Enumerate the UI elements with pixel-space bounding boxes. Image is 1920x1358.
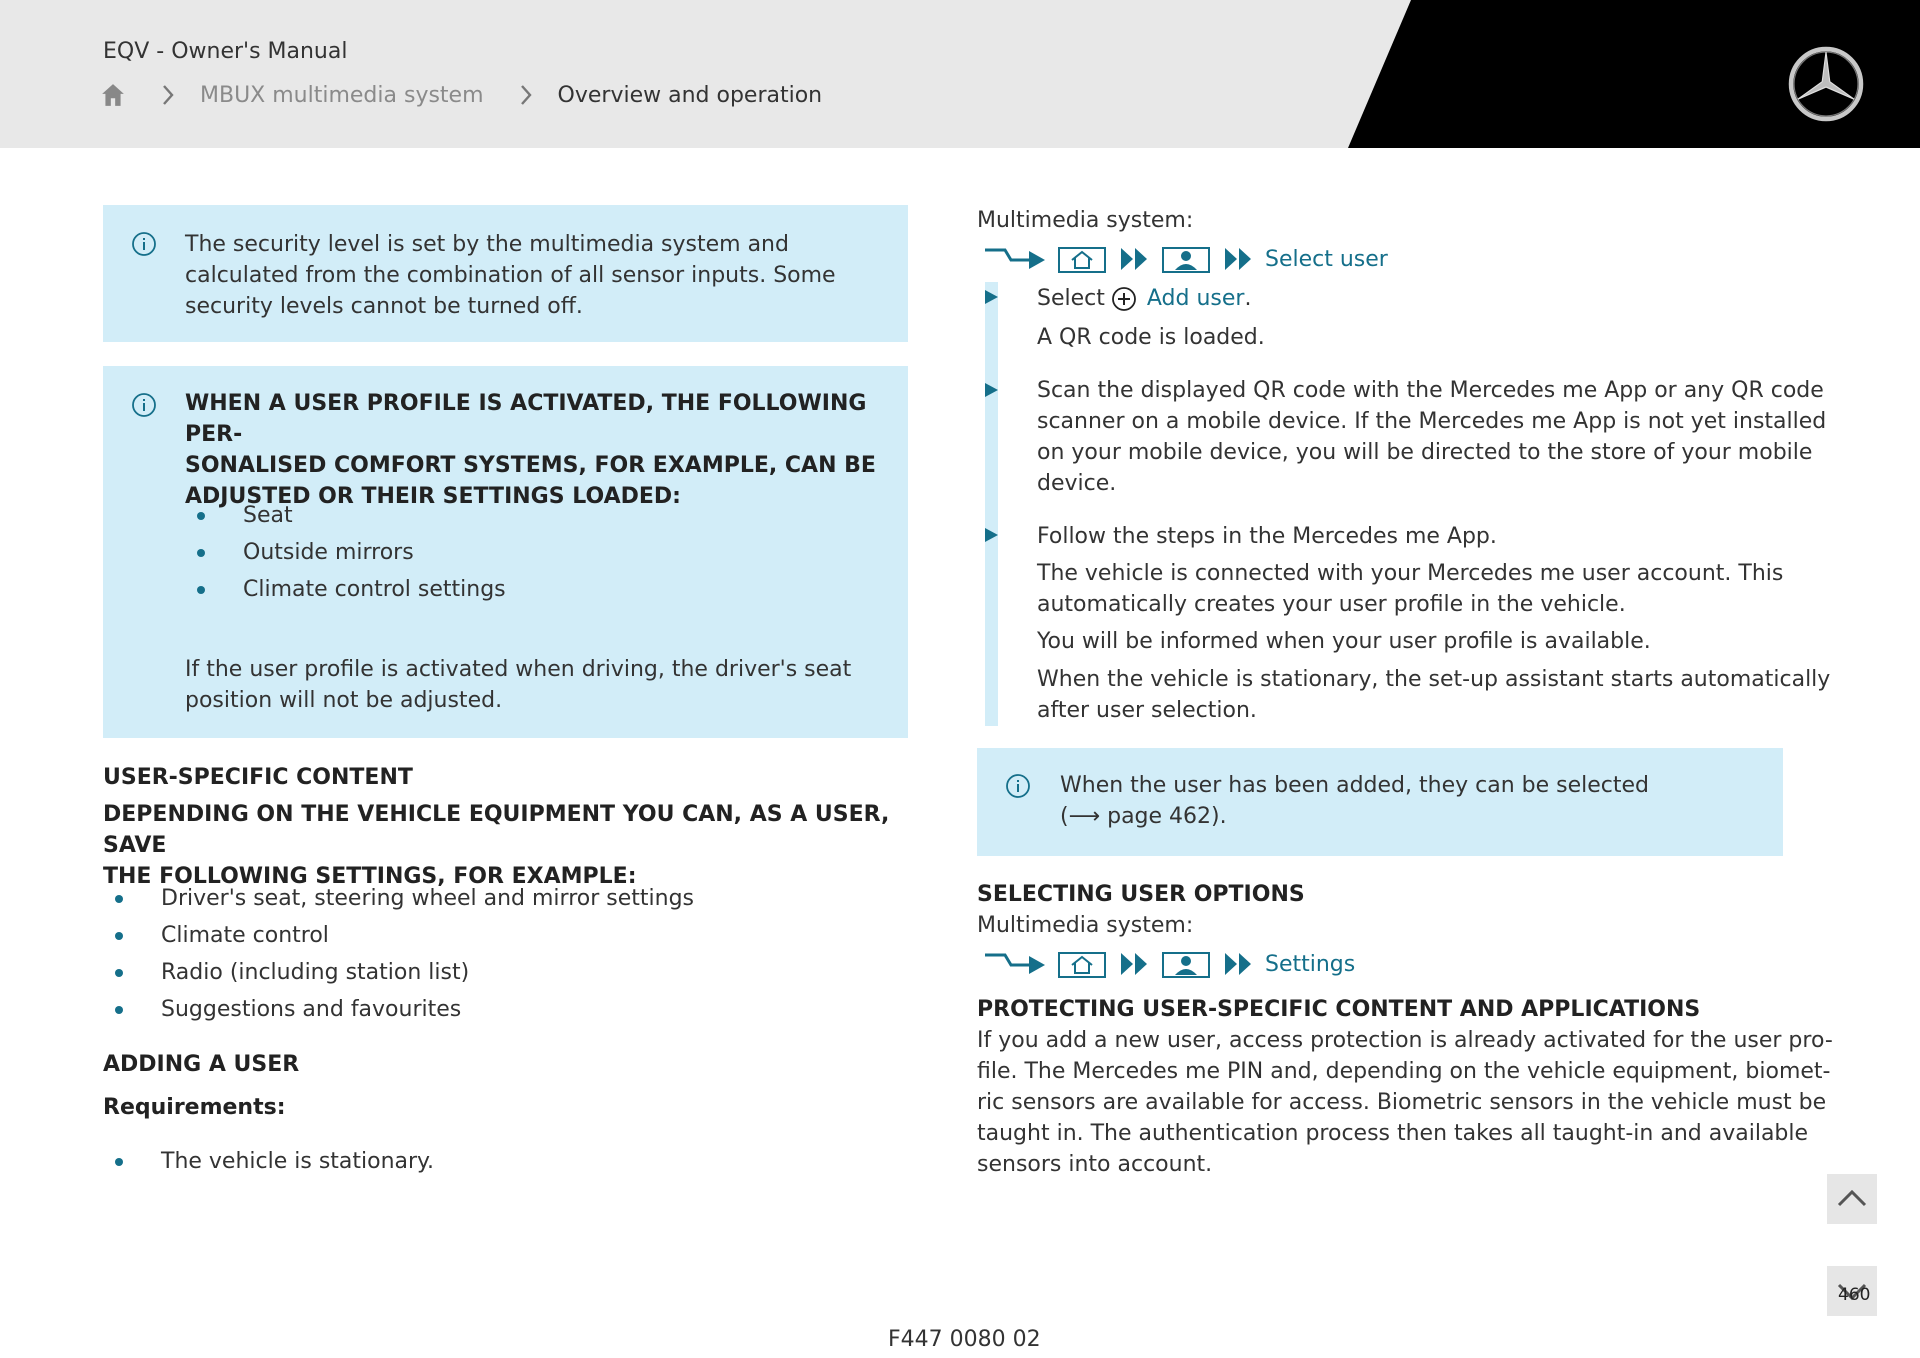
note-line: position will not be adjusted. [185,688,503,713]
subheading-line: DEPENDING ON THE VEHICLE EQUIPMENT YOU CAN, AS A USER, SAVE [103,802,890,858]
step-marker-icon [985,383,998,397]
user-button-icon [1161,949,1211,979]
step-line: scanner on a mobile device. If the Mercedes me App is not yet installed [1037,409,1827,434]
info-box-user-profile [103,366,908,738]
step-line: Scan the displayed QR code with the Mercedes me App or any QR code [1037,378,1824,403]
step-follow-app: Follow the steps in the Mercedes me App. [1037,524,1497,549]
manual-title: EQV - Owner's Manual [103,39,348,64]
double-chevron-icon [1223,949,1257,979]
page-number: 460 [1838,1285,1871,1305]
list-item: Climate control settings [243,574,506,611]
step-marker-icon [985,528,998,542]
info-heading-user-profile [185,388,895,512]
paragraph-line: taught in. The authentication process then takes all taught-in and available [977,1121,1809,1146]
step-line: When the vehicle is stationary, the set-up assistant starts automatically [1037,667,1831,692]
protecting-paragraph [977,1025,1857,1180]
step-text: Select [1037,286,1105,311]
settings-list [161,883,694,1031]
user-specific-heading: USER-SPECIFIC CONTENT [103,765,413,790]
nav-sequence-settings [983,947,1355,981]
arrow-up-icon [1827,1174,1877,1224]
plus-circle-icon [1111,286,1137,312]
info-heading-line: ADJUSTED OR THEIR SETTINGS LOADED: [185,484,681,509]
info-box-user-added [977,748,1783,856]
step-result: A QR code is loaded. [1037,325,1265,350]
info-text-user-added [1060,770,1760,832]
list-item: Driver's seat, steering wheel and mirror settings [161,883,694,920]
requirements-list [161,1146,434,1183]
step-scan-qr [1037,375,1887,499]
breadcrumb [100,80,822,110]
multimedia-label: Multimedia system: [977,208,1194,233]
info-icon [131,231,157,257]
page-reference-link[interactable]: (⟶ page 462). [1060,804,1227,829]
home-icon[interactable] [100,82,126,108]
user-button-icon [1161,244,1211,274]
step-line: device. [1037,471,1117,496]
step-result: You will be informed when your user profile is available. [1037,629,1651,654]
breadcrumb-item-mbux[interactable]: MBUX multimedia system [200,82,484,108]
double-chevron-icon [1119,949,1153,979]
double-chevron-icon [1223,244,1257,274]
step-marker-icon [985,290,998,304]
double-chevron-icon [1119,244,1153,274]
info-box-security [103,205,908,342]
multimedia-label: Multimedia system: [977,913,1194,938]
step-line: automatically creates your user profile in the vehicle. [1037,592,1626,617]
nav-label-select-user[interactable]: Select user [1265,246,1388,272]
home-button-icon [1057,244,1107,274]
info-text-security: The security level is set by the multimedia system and calculated from the combination of all sensor inputs. Some security levels cannot be turned off. [185,232,836,319]
step-line: The vehicle is connected with your Mercedes me user account. This [1037,561,1784,586]
requirements-label: Requirements: [103,1095,286,1120]
comfort-systems-list [243,500,506,611]
paragraph-line: file. The Mercedes me PIN and, depending on the vehicle equipment, biomet- [977,1059,1831,1084]
user-specific-subheading [103,799,923,892]
info-note-driving [185,654,895,716]
list-item: Radio (including station list) [161,957,694,994]
info-heading-line: SONALISED COMFORT SYSTEMS, FOR EXAMPLE, CAN BE [185,453,876,478]
nav-label-settings[interactable]: Settings [1265,951,1356,977]
subheading-line: THE FOLLOWING SETTINGS, FOR EXAMPLE: [103,864,637,889]
paragraph-line: If you add a new user, access protection is already activated for the user pro- [977,1028,1833,1053]
list-item: Climate control [161,920,694,957]
list-item: Suggestions and favourites [161,994,694,1031]
mercedes-star-logo [1788,46,1864,122]
step-select-add-user [1037,283,1251,314]
chevron-right-icon [158,83,178,107]
step-suffix: . [1244,286,1252,311]
home-button-icon [1057,949,1107,979]
step-result [1037,664,1887,726]
menu-path-arrow-icon [983,949,1049,979]
paragraph-line: ric sensors are available for access. Biometric sensors in the vehicle must be [977,1090,1827,1115]
chevron-right-icon [516,83,536,107]
step-result [1037,558,1887,620]
page-header [0,0,1920,148]
info-icon [1005,773,1031,799]
list-item: Outside mirrors [243,537,506,574]
scroll-up-button[interactable] [1827,1174,1877,1224]
note-line: If the user profile is activated when driving, the driver's seat [185,657,852,682]
breadcrumb-item-current: Overview and operation [557,82,823,108]
add-user-link[interactable]: Add user [1146,286,1245,311]
info-line: When the user has been added, they can be selected [1060,773,1649,798]
info-heading-line: WHEN A USER PROFILE IS ACTIVATED, THE FOLLOWING PER- [185,391,867,447]
selecting-user-options-heading: SELECTING USER OPTIONS [977,882,1305,907]
footer-document-code: F447 0080 02 [888,1327,1041,1352]
step-rail [985,282,998,726]
paragraph-line: sensors into account. [977,1152,1213,1177]
step-line: on your mobile device, you will be directed to the store of your mobile [1037,440,1813,465]
menu-path-arrow-icon [983,244,1049,274]
list-item: The vehicle is stationary. [161,1146,434,1183]
info-icon [131,392,157,418]
nav-sequence-select-user [983,242,1388,276]
step-line: after user selection. [1037,698,1257,723]
protecting-heading: PROTECTING USER-SPECIFIC CONTENT AND APPLICATIONS [977,997,1701,1022]
list-item: Seat [243,500,506,537]
adding-user-heading: ADDING A USER [103,1052,300,1077]
